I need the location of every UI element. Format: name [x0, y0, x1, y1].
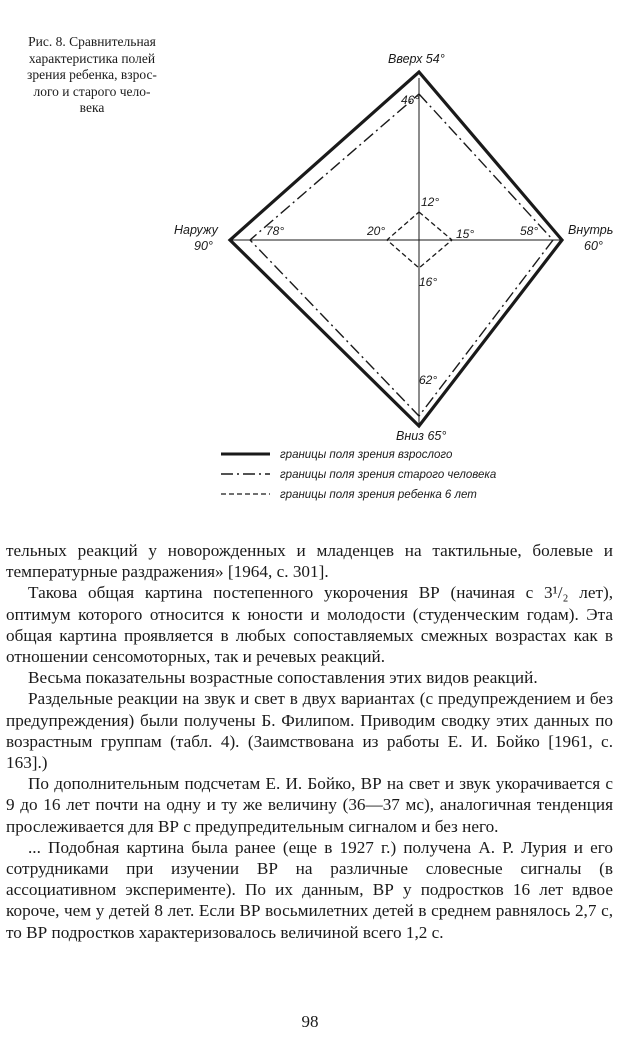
page-number: 98	[301, 1012, 319, 1031]
caption-line: века	[79, 100, 105, 115]
label-child-top: 12°	[421, 195, 440, 209]
paragraph: Весьма показательны возрастные сопоставления этих видов реакций.	[28, 668, 538, 688]
label-old-top: 46°	[401, 93, 420, 107]
label-left-deg: 90°	[194, 239, 213, 253]
label-child-right: 15°	[456, 227, 475, 241]
adult-field-boundary	[230, 72, 562, 426]
paragraph: Такова общая картина постепенного укорочения ВР (начиная с 3¹/₂ лет), оптимум которого относится к юности и молодости (студенческим годам). Эта общая картина проявляется в любых сопоставляемых смежных возрастах как в отношении сенсомоторных, так и речевых реакций.	[6, 583, 613, 667]
paragraph: По дополнительным подсчетам Е. И. Бойко, ВР на свет и звук укорачивается с 9 до 16 лет почти на одну и ту же величину (36—37 мс), аналогичная тенденция прослеживается для ВР с предупредительным сигналом и без него.	[6, 774, 613, 836]
caption-line: зрения ребенка, взрос-	[27, 67, 157, 82]
label-old-bottom: 62°	[419, 373, 438, 387]
paragraph: тельных реакций у новорожденных и младенцев на тактильные, болевые и температурные раздражения» [1964, с. 301].	[6, 541, 613, 582]
label-left-word: Наружу	[174, 223, 218, 237]
paragraph: Раздельные реакции на звук и свет в двух вариантах (с предупреждением и без предупреждения) были получены Б. Филипом. Приводим сводку этих данных по возрастным группам (табл. 4). (Заимствована из работы Е. И. Бойко [1961, с. 163].)	[6, 689, 613, 773]
caption-line: характеристика полей	[28, 50, 156, 66]
label-right-deg: 60°	[584, 239, 603, 253]
visual-field-diagram	[0, 0, 620, 520]
legend-child-text: границы поля зрения ребенка 6 лет	[280, 489, 477, 501]
label-top: Вверх 54°	[388, 52, 445, 66]
legend-old-text: границы поля зрения старого человека	[280, 469, 497, 481]
label-child-left: 20°	[367, 224, 386, 238]
old-person-field-boundary	[250, 94, 553, 416]
body-text	[6, 540, 613, 943]
label-bottom: Вниз 65°	[396, 429, 447, 443]
caption-line: лого и старого чело-	[33, 83, 151, 99]
caption-line: Рис. 8. Сравнительная	[28, 34, 156, 49]
paragraph: ... Подобная картина была ранее (еще в 1927 г.) получена А. Р. Лурия и его сотрудниками при изучении ВР на различные словесные сигналы (в ассоциативном эксперименте). По их данным, ВР у подростков 16 лет вдвое короче, чем у детей 8 лет. Если ВР восьмилетних детей в среднем равнялось 2,7 с, то ВР подростков характеризовалось величиной всего 1,2 с.	[6, 837, 613, 942]
label-right-word: Внутрь	[568, 223, 614, 237]
legend-adult-text: границы поля зрения взрослого	[280, 449, 453, 461]
label-old-left: 78°	[266, 224, 285, 238]
label-old-right: 58°	[520, 224, 539, 238]
label-child-bottom: 16°	[419, 275, 438, 289]
